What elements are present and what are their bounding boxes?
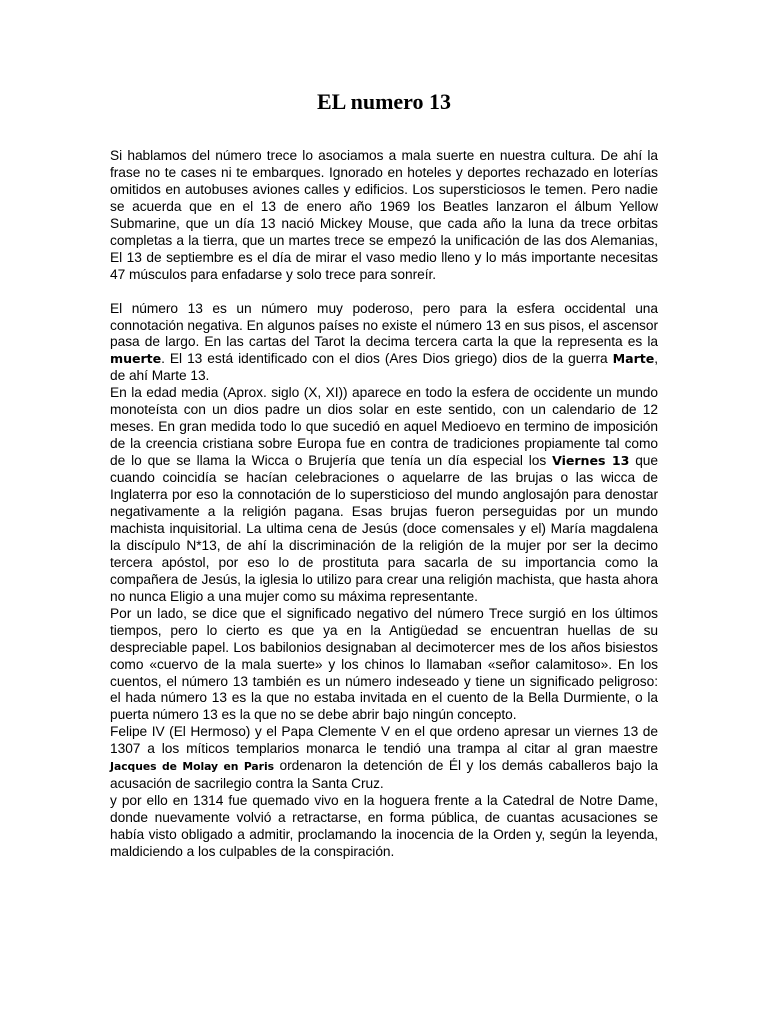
- paragraph-2-text-c: , de ahí Marte 13.: [110, 351, 658, 384]
- paragraph-2: [110, 301, 658, 386]
- paragraph-3-text-b: que cuando coincidía se hacían celebraciones o aquelarre de las brujas o las wicca de Inglaterra por eso la connotación de lo supersticioso del mundo anglosajón para denostar negativamente a la religión pagana. Esas brujas fueron perseguidas por un mundo machista inquisitorial. La ultima cena de Jesús (doce comensales y el) María magdalena la discípulo N*13, de ahí la discriminación de la religión de la mujer por ser la decimo tercera apóstol, por eso lo de prostituta para sacarla de su importancia como la compañera de Jesús, la iglesia lo utilizo para crear una religión machista, que hasta ahora no nunca Eligio a una mujer como su máxima representante.: [110, 453, 658, 604]
- paragraph-5-text-b: ordenaron la detención de Él y los demás caballeros bajo la acusación de sacrilegio contra la Santa Cruz.: [110, 758, 658, 792]
- document-body: [110, 148, 658, 861]
- bold-word-viernes-13: Viernes 13: [552, 453, 630, 469]
- bold-name-jacques-de-molay: Jacques de Molay en Paris: [110, 760, 274, 774]
- paragraph-6: y por ello en 1314 fue quemado vivo en la hoguera frente a la Catedral de Notre Dame, donde nuevamente volvió a retractarse, en forma pública, de cuantas acusaciones se había visto obligado a admitir, proclamando la inocencia de la Orden y, según la leyenda, maldiciendo a los culpables de la conspiración.: [110, 793, 658, 860]
- paragraph-2-text-b: . El 13 está identificado con el dios (Ares Dios griego) dios de la guerra: [161, 351, 613, 367]
- bold-word-muerte: muerte: [110, 351, 162, 367]
- document-title: EL numero 13: [316, 89, 452, 114]
- paragraph-5-text-a: Felipe IV (El Hermoso) y el Papa Clemente V en el que ordeno apresar un viernes 13 de 1307 a los míticos templarios monarca le tendió una trampa al citar al gran maestre: [110, 724, 658, 757]
- paragraph-5: [110, 724, 658, 793]
- paragraph-3: [110, 385, 658, 605]
- paragraph-2-text-a: El número 13 es un número muy poderoso, pero para la esfera occidental una connotación negativa. En algunos países no existe el número 13 en sus pisos, el ascensor pasa de largo. En las cartas del Tarot la decima tercera carta la que la representa es la: [110, 300, 658, 350]
- bold-word-marte: Marte: [612, 351, 655, 367]
- paragraph-4: Por un lado, se dice que el significado negativo del número Trece surgió en los últimos tiempos, pero lo cierto es que ya en la Antigüedad se encuentran huellas de su despreciable papel. Los babilonios designaban al decimotercer mes de los años bisiestos como «cuervo de la mala suerte» y los chinos lo llamaban «señor calamitoso». En los cuentos, el número 13 también es un número indeseado y tiene un significado peligroso: el hada número 13 es la que no estaba invitada en el cuento de la Bella Durmiente, o la puerta número 13 es la que no se debe abrir bajo ningún concepto.: [110, 605, 658, 723]
- paragraph-1: Si hablamos del número trece lo asociamos a mala suerte en nuestra cultura. De ahí la frase no te cases ni te embarques. Ignorado en hoteles y deportes rechazado en loterías omitidos en autobuses aviones calles y edificios. Los supersticiosos le temen. Pero nadie se acuerda que en el 13 de enero año 1969 los Beatles lanzaron el álbum Yellow Submarine, que un día 13 nació Mickey Mouse, que cada año la luna da trece orbitas completas a la tierra, que un martes trece se empezó la unificación de las dos Alemanias, El 13 de septiembre es el día de mirar el vaso medio lleno y lo más importante necesitas 47 músculos para enfadarse y solo trece para sonreír.: [110, 148, 658, 282]
- paragraph-spacer: [110, 284, 658, 301]
- paragraph-3-text-a: En la edad media (Aprox. siglo (X, XI)) aparece en todo la esfera de occidente un mundo monoteísta con un dios padre un dios solar en este sentido, con un calendario de 12 meses. En gran medida todo lo que sucedió en aquel Medioevo en termino de imposición de la creencia cristiana sobre Europa fue en contra de tradiciones propiamente tal como de lo que se llama la Wicca o Brujería que tenía un día especial los: [110, 385, 658, 469]
